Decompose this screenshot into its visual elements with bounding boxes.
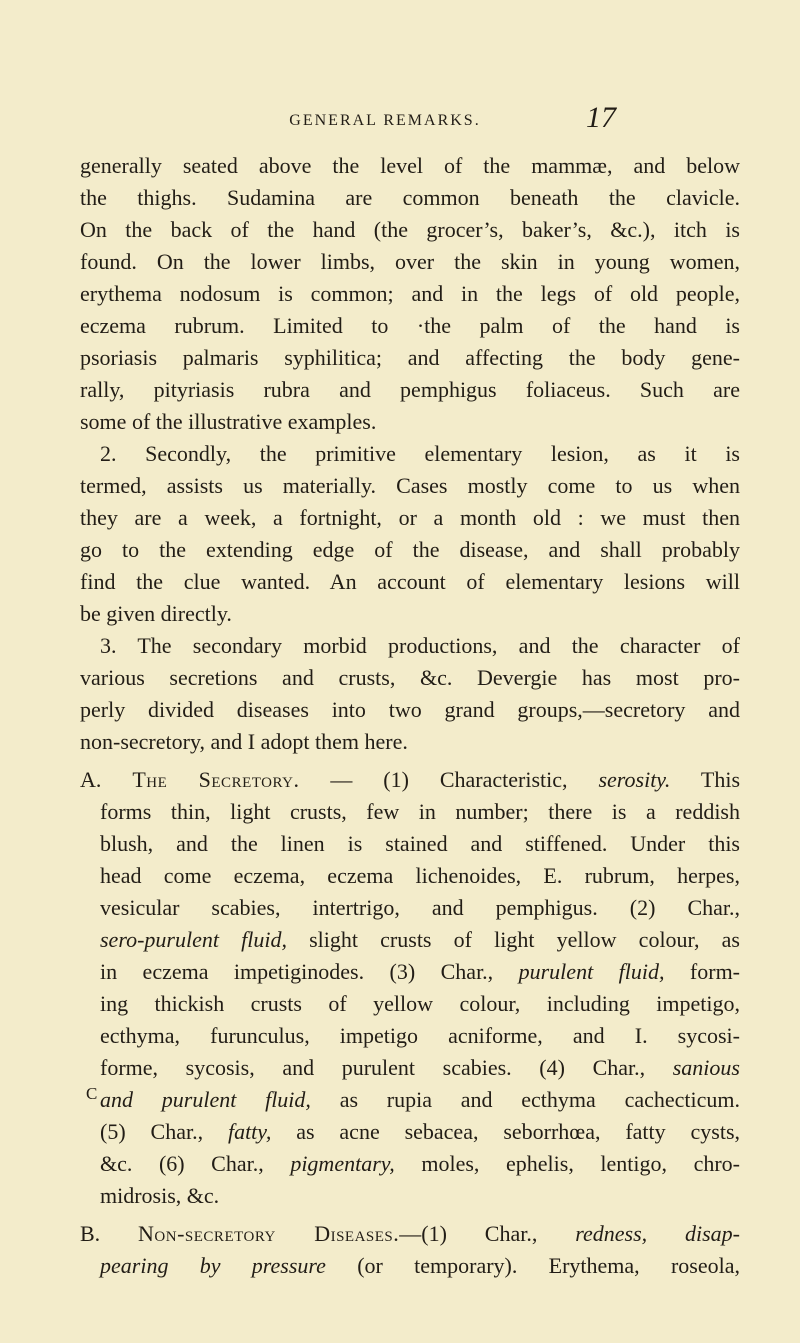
body-text bbox=[80, 150, 740, 1282]
running-header: GENERAL REMARKS. bbox=[289, 112, 481, 129]
text-line: they are a week, a fortnight, or a month old : we must then bbox=[80, 505, 740, 530]
text-line: forme, sycosis, and purulent scabies. (4) Char., sanious bbox=[100, 1055, 740, 1080]
text-line: rally, pityriasis rubra and pemphigus foliaceus. Such are bbox=[80, 377, 740, 402]
text-line: vesicular scabies, intertrigo, and pemphigus. (2) Char., bbox=[100, 895, 740, 920]
text-line: erythema nodosum is common; and in the legs of old people, bbox=[80, 281, 740, 306]
text-line: ecthyma, furunculus, impetigo acniforme, and I. sycosi- bbox=[100, 1023, 740, 1048]
text-line: pearing by pressure (or temporary). Erythema, roseola, bbox=[100, 1253, 740, 1278]
section-a-heading: The Secretory. bbox=[132, 767, 300, 792]
text-line: 3. The secondary morbid productions, and the character of bbox=[100, 633, 740, 658]
text-line: some of the illustrative examples. bbox=[80, 409, 377, 434]
text-line: be given directly. bbox=[80, 601, 232, 626]
text-line: non-secretory, and I adopt them here. bbox=[80, 729, 408, 754]
text-line: (5) Char., fatty, as acne sebacea, seborrhœa, fatty cysts, bbox=[100, 1119, 741, 1144]
text-line: ing thickish crusts of yellow colour, including impetigo, bbox=[100, 991, 740, 1016]
text-line: generally seated above the level of the mammæ, and below bbox=[80, 153, 740, 178]
section-b-heading: Non-secretory Diseases. bbox=[138, 1221, 400, 1246]
text-line: found. On the lower limbs, over the skin in young women, bbox=[80, 249, 740, 274]
text-line: and purulent fluid, as rupia and ecthyma cachecticum. bbox=[100, 1087, 740, 1112]
text-line: termed, assists us materially. Cases mostly come to us when bbox=[80, 473, 740, 498]
text-line: in eczema impetiginodes. (3) Char., purulent fluid, form- bbox=[100, 959, 741, 984]
text-line: sero-purulent fluid, slight crusts of light yellow colour, as bbox=[100, 927, 740, 952]
text-line: head come eczema, eczema lichenoides, E. rubrum, herpes, bbox=[100, 863, 740, 888]
text-line: various secretions and crusts, &c. Devergie has most pro- bbox=[80, 665, 740, 690]
page-number: 17 bbox=[586, 101, 616, 134]
section-b-heading-line: B. Non-secretory Diseases.—(1) Char., redness, disap- bbox=[80, 1221, 741, 1246]
text-line: eczema rubrum. Limited to ·the palm of the hand is bbox=[80, 313, 740, 338]
text-line: psoriasis palmaris syphilitica; and affecting the body gene- bbox=[80, 345, 740, 370]
text-line: the thighs. Sudamina are common beneath the clavicle. bbox=[80, 185, 740, 210]
text-line: &c. (6) Char., pigmentary, moles, ephelis, lentigo, chro- bbox=[100, 1151, 740, 1176]
text-line: go to the extending edge of the disease, and shall probably bbox=[80, 537, 740, 562]
text-line: midrosis, &c. bbox=[100, 1183, 220, 1208]
text-line: blush, and the linen is stained and stiffened. Under this bbox=[100, 831, 740, 856]
text-line: find the clue wanted. An account of elementary lesions will bbox=[80, 569, 740, 594]
text-line: perly divided diseases into two grand groups,—secretory and bbox=[80, 697, 740, 722]
text-line: On the back of the hand (the grocer’s, baker’s, &c.), itch is bbox=[80, 217, 740, 242]
text-line: forms thin, light crusts, few in number; there is a reddish bbox=[100, 799, 740, 824]
signature-mark: C bbox=[86, 1084, 98, 1103]
section-a-heading-line: A. The Secretory. — (1) Characteristic, serosity. This bbox=[80, 767, 741, 792]
text-line: 2. Secondly, the primitive elementary lesion, as it is bbox=[100, 441, 740, 466]
